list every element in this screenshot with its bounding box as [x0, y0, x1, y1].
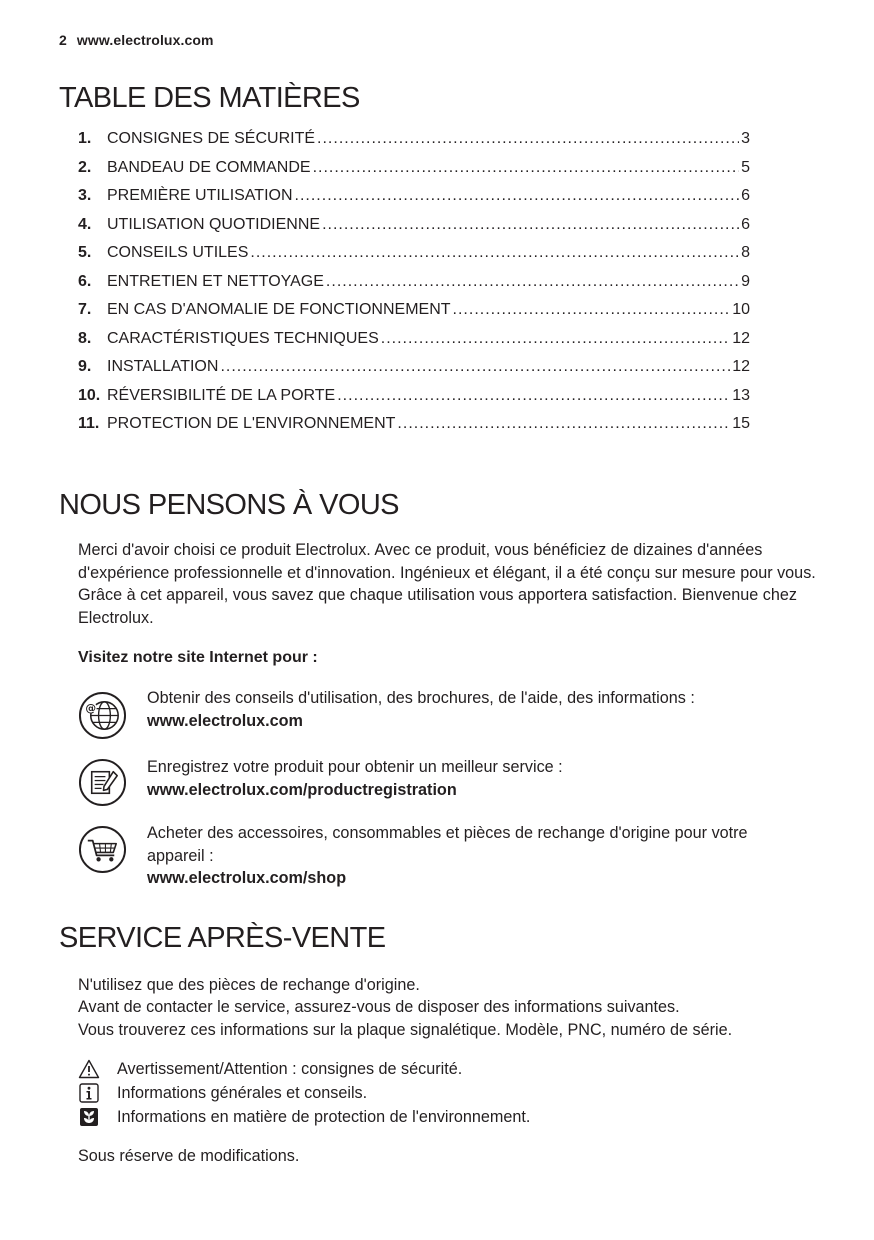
web-link-url[interactable]: www.electrolux.com — [147, 711, 303, 730]
toc-item-page: 12 — [732, 358, 750, 375]
toc-item-number: 6. — [78, 272, 92, 290]
toc-item-number: 1. — [78, 130, 92, 147]
toc-item-page: 5 — [741, 158, 750, 176]
symbol-legend-text: Informations en matière de protection de l'environnement. — [117, 1107, 531, 1126]
toc-leader-dots — [313, 159, 740, 177]
registration-form-icon — [78, 758, 127, 807]
toc-item-number: 11. — [78, 415, 100, 432]
service-line: Avant de contacter le service, assurez-vous de disposer des informations suivantes. — [78, 998, 680, 1017]
toc-item-number: 10. — [78, 386, 101, 404]
toc-item-label: CONSIGNES DE SÉCURITÉ — [107, 130, 316, 147]
toc-item-page: 3 — [741, 130, 750, 147]
web-link-description: Enregistrez votre produit pour obtenir un meilleur service : — [147, 758, 563, 776]
svg-text:@: @ — [85, 701, 97, 715]
web-link-description: Obtenir des conseils d'utilisation, des brochures, de l'aide, des informations : — [147, 689, 695, 707]
symbol-legend-text: Informations générales et conseils. — [117, 1083, 368, 1102]
toc-item[interactable] — [78, 273, 750, 302]
info-icon — [78, 1083, 100, 1103]
toc-item-page: 10 — [732, 301, 750, 318]
page-number: 2 — [59, 32, 67, 48]
symbol-legend — [78, 1057, 530, 1129]
visit-heading: Visitez notre site Internet pour : — [78, 649, 318, 666]
warning-triangle-icon — [78, 1059, 100, 1079]
environment-icon — [78, 1107, 100, 1127]
toc-item-page: 8 — [741, 244, 750, 261]
web-link-text-block — [147, 822, 807, 890]
web-link-description: Acheter des accessoires, consommables et pièces de rechange d'origine pour votre appareil : — [147, 824, 748, 865]
service-title: SERVICE APRÈS-VENTE — [59, 922, 386, 954]
symbol-legend-item — [78, 1081, 530, 1105]
toc-item[interactable] — [78, 387, 750, 416]
toc-leader-dots — [317, 130, 739, 148]
toc-item-label: INSTALLATION — [107, 358, 219, 375]
toc-item-label: PREMIÈRE UTILISATION — [107, 187, 293, 204]
about-paragraph: Merci d'avoir choisi ce produit Electrolux. Avec ce produit, vous bénéficiez de dizaines d'années d'expérience professionnelle et d'innovation. Ingénieux et élégant, il a été conçu sur mesure pour vous. Grâce à cet appareil, vous savez que chaque utilisation vous apportera satisfaction. Bienvenue chez Electrolux. — [78, 541, 816, 627]
toc-item[interactable] — [78, 216, 750, 245]
modification-note: Sous réserve de modifications. — [78, 1147, 300, 1165]
toc-leader-dots — [397, 415, 730, 433]
toc-item-page: 6 — [741, 187, 750, 204]
toc-leader-dots — [322, 216, 739, 234]
toc-leader-dots — [326, 273, 739, 291]
shopping-cart-icon — [78, 825, 127, 874]
service-instructions — [78, 974, 818, 1041]
toc-leader-dots — [220, 358, 730, 376]
toc-item-number: 8. — [78, 329, 92, 347]
toc-item-page: 15 — [732, 415, 750, 432]
toc-item-label: CARACTÉRISTIQUES TECHNIQUES — [107, 329, 379, 347]
toc-item-label: ENTRETIEN ET NETTOYAGE — [107, 272, 324, 290]
toc-item[interactable] — [78, 301, 750, 330]
toc-item-number: 3. — [78, 187, 92, 204]
toc-item-number: 2. — [78, 158, 92, 176]
toc-item[interactable] — [78, 187, 750, 216]
toc-item-label: RÉVERSIBILITÉ DE LA PORTE — [107, 386, 336, 404]
toc-item-number: 9. — [78, 358, 92, 375]
service-line: N'utilisez que des pièces de rechange d'origine. — [78, 976, 420, 994]
symbol-legend-item — [78, 1057, 530, 1081]
about-title: NOUS PENSONS À VOUS — [59, 489, 399, 521]
toc-item[interactable] — [78, 330, 750, 359]
web-link-text-block — [147, 687, 807, 732]
toc-item-page: 13 — [732, 386, 750, 404]
toc-item-page: 9 — [741, 272, 750, 290]
toc-item-label: CONSEILS UTILES — [107, 244, 249, 261]
web-link-text-block — [147, 756, 807, 801]
toc-item-label: PROTECTION DE L'ENVIRONNEMENT — [107, 415, 396, 432]
toc-item[interactable] — [78, 415, 750, 444]
toc-item-label: UTILISATION QUOTIDIENNE — [107, 215, 321, 233]
symbol-legend-text: Avertissement/Attention : consignes de sécurité. — [117, 1059, 463, 1078]
page-header — [59, 32, 214, 48]
toc-leader-dots — [250, 244, 739, 262]
toc-leader-dots — [381, 330, 730, 348]
toc-item[interactable] — [78, 244, 750, 273]
toc-item-label: EN CAS D'ANOMALIE DE FONCTIONNEMENT — [107, 301, 451, 318]
toc-item-page: 12 — [732, 329, 750, 347]
symbol-legend-item — [78, 1105, 530, 1129]
web-link-url[interactable]: www.electrolux.com/shop — [147, 869, 347, 888]
toc-leader-dots — [337, 387, 730, 405]
toc-title: TABLE DES MATIÈRES — [59, 82, 360, 114]
toc-item-number: 7. — [78, 301, 92, 318]
header-website-link[interactable]: www.electrolux.com — [76, 32, 214, 48]
globe-at-icon — [78, 691, 127, 740]
toc-leader-dots — [453, 301, 731, 319]
toc-item-number: 4. — [78, 215, 92, 233]
toc-item[interactable] — [78, 159, 750, 188]
table-of-contents — [78, 130, 750, 444]
toc-item-label: BANDEAU DE COMMANDE — [107, 158, 311, 176]
toc-item[interactable] — [78, 130, 750, 159]
toc-leader-dots — [295, 187, 740, 205]
toc-item[interactable] — [78, 358, 750, 387]
web-link-url[interactable]: www.electrolux.com/productregistration — [147, 780, 457, 799]
toc-item-page: 6 — [741, 215, 750, 233]
toc-item-number: 5. — [78, 244, 92, 261]
service-line: Vous trouverez ces informations sur la plaque signalétique. Modèle, PNC, numéro de série. — [78, 1020, 733, 1039]
